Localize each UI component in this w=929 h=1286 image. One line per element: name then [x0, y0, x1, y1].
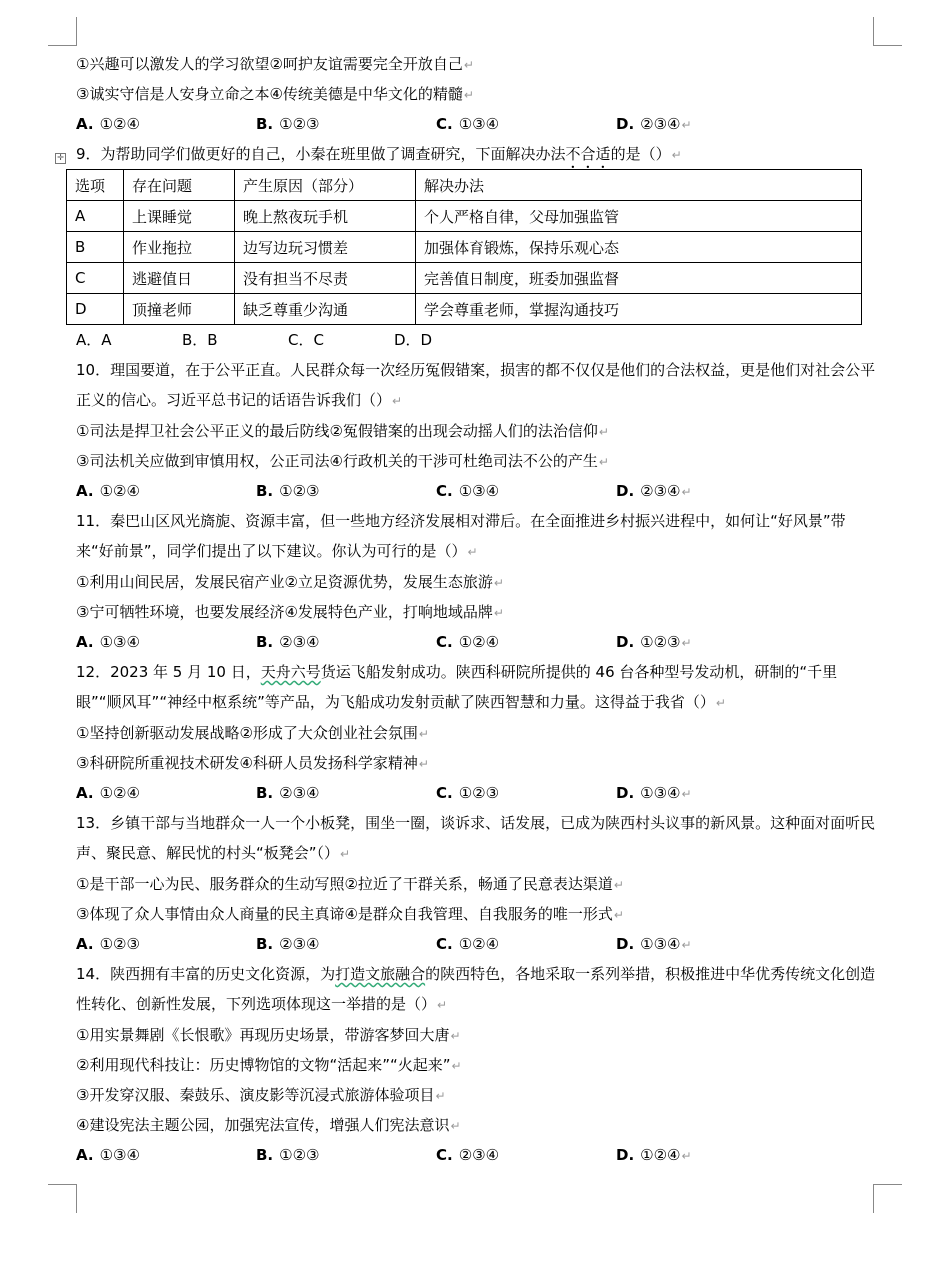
q14-stem: 14．陕西拥有丰富的历史文化资源，为打造文旅融合的陕西特色，各地采取一系列举措，积极推进中华优秀传统文化创造性转化、创新性发展，下列选项体现这一举措的是（）↵ — [76, 965, 876, 1013]
q12-statement-1: ①坚持创新驱动发展战略②形成了大众创业社会氛围↵ — [76, 724, 429, 742]
document-body — [76, 49, 876, 1170]
q10-statement-2: ③司法机关应做到审慎用权，公正司法④行政机关的干涉可杜绝司法不公的产生↵ — [76, 452, 609, 470]
crop-mark-top-right — [873, 17, 902, 46]
q10-options: A. ①②④ B. ①②③ C. ①③④ D. ②③④↵ — [76, 482, 692, 500]
q9-options: A．A B．B C．C D．D — [76, 331, 433, 349]
q12-stem: 12．2023 年 5 月 10 日，天舟六号货运飞船发射成功。陕西科研院所提供的 46 台各种型号发动机，研制的“千里眼”“顺风耳”“神经中枢系统”等产品，为飞船成功发射贡献了陕西智慧和力量。这得益于我省（）↵ — [76, 663, 838, 711]
table-move-handle-icon[interactable]: ✛ — [55, 153, 66, 164]
table-cell: 作业拖拉 — [124, 232, 235, 263]
q13-statement-2: ③体现了众人事情由众人商量的民主真谛④是群众自我管理、自我服务的唯一形式↵ — [76, 905, 624, 923]
q13-stem: 13．乡镇干部与当地群众一人一个小板凳，围坐一圈，谈诉求、话发展，已成为陕西村头议事的新风景。这种面对面听民声、聚民意、解民忧的村头“板凳会”（）↵ — [76, 814, 876, 862]
crop-mark-top-left — [48, 17, 77, 46]
q14-statement-2: ②利用现代科技让：历史博物馆的文物“活起来”“火起来”↵ — [76, 1056, 462, 1074]
table-cell: 顶撞老师 — [124, 294, 235, 325]
q11-statement-1: ①利用山间民居，发展民宿产业②立足资源优势，发展生态旅游↵ — [76, 573, 504, 591]
q8-statement-2: ③诚实守信是人安身立命之本④传统美德是中华文化的精髓↵ — [76, 85, 474, 103]
table-row — [67, 201, 862, 232]
q13-options: A. ①②③ B. ②③④ C. ①②④ D. ①③④↵ — [76, 935, 692, 953]
table-cell: 完善值日制度，班委加强监督 — [416, 263, 862, 294]
table-row — [67, 232, 862, 263]
q10-stem: 10．理国要道，在于公平正直。人民群众每一次经历冤假错案，损害的都不仅仅是他们的合法权益，更是他们对社会公平正义的信心。习近平总书记的话语告诉我们（）↵ — [76, 361, 876, 409]
q12-statement-2: ③科研院所重视技术研发④科研人员发扬科学家精神↵ — [76, 754, 429, 772]
header-cell: 产生原因（部分） — [235, 170, 416, 201]
table-cell: 个人严格自律，父母加强监管 — [416, 201, 862, 232]
table-cell: 上课睡觉 — [124, 201, 235, 232]
table-cell: 没有担当不尽责 — [235, 263, 416, 294]
table-cell: C — [67, 263, 124, 294]
q14-options: A. ①③④ B. ①②③ C. ②③④ D. ①②④↵ — [76, 1146, 692, 1164]
q14-statement-3: ③开发穿汉服、秦鼓乐、演皮影等沉浸式旅游体验项目↵ — [76, 1086, 446, 1104]
q14-statement-4: ④建设宪法主题公园，加强宪法宣传，增强人们宪法意识↵ — [76, 1116, 461, 1134]
q8-statement-1: ①兴趣可以激发人的学习欲望②呵护友谊需要完全开放自己↵ — [76, 55, 474, 73]
table-header-row — [67, 170, 862, 201]
table-cell: 缺乏尊重少沟通 — [235, 294, 416, 325]
table-cell: 晚上熬夜玩手机 — [235, 201, 416, 232]
crop-mark-bottom-left — [48, 1184, 77, 1213]
table-cell: 加强体育锻炼，保持乐观心态 — [416, 232, 862, 263]
header-cell: 选项 — [67, 170, 124, 201]
table-cell: A — [67, 201, 124, 232]
q9-stem: 9．为帮助同学们做更好的自己，小秦在班里做了调查研究，下面解决办法不合适的是（）↵ — [76, 145, 682, 163]
q11-stem: 11．秦巴山区风光旖旎、资源丰富，但一些地方经济发展相对滞后。在全面推进乡村振兴进程中，如何让“好风景”带来“好前景”，同学们提出了以下建议。你认为可行的是（）↵ — [76, 512, 846, 560]
header-cell: 解决办法 — [416, 170, 862, 201]
table-cell: 逃避值日 — [124, 263, 235, 294]
header-cell: 存在问题 — [124, 170, 235, 201]
table-cell: 边写边玩习惯差 — [235, 232, 416, 263]
table-cell: B — [67, 232, 124, 263]
q9-table — [66, 169, 862, 325]
table-row — [67, 294, 862, 325]
q14-statement-1: ①用实景舞剧《长恨歌》再现历史场景，带游客梦回大唐↵ — [76, 1026, 461, 1044]
table-cell: 学会尊重老师，掌握沟通技巧 — [416, 294, 862, 325]
q11-statement-2: ③宁可牺牲环境，也要发展经济④发展特色产业，打响地域品牌↵ — [76, 603, 504, 621]
table-row — [67, 263, 862, 294]
q8-options: A. ①②④ B. ①②③ C. ①③④ D. ②③④↵ — [76, 115, 692, 133]
q10-statement-1: ①司法是捍卫社会公平正义的最后防线②冤假错案的出现会动摇人们的法治信仰↵ — [76, 422, 609, 440]
q13-statement-1: ①是干部一心为民、服务群众的生动写照②拉近了干群关系，畅通了民意表达渠道↵ — [76, 875, 624, 893]
table-cell: D — [67, 294, 124, 325]
q11-options: A. ①③④ B. ②③④ C. ①②④ D. ①②③↵ — [76, 633, 692, 651]
crop-mark-bottom-right — [873, 1184, 902, 1213]
q12-options: A. ①②④ B. ②③④ C. ①②③ D. ①③④↵ — [76, 784, 692, 802]
